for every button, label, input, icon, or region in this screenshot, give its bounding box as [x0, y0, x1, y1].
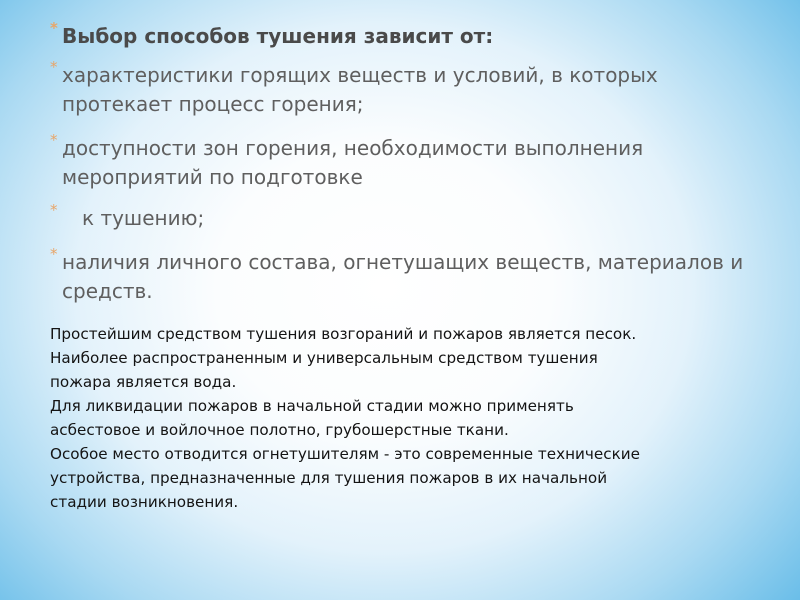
paragraph-line: асбестовое и войлочное полотно, грубошерстные ткани.	[50, 421, 509, 439]
bullet-star-icon: *	[50, 58, 58, 76]
bullet-star-icon: *	[50, 131, 58, 149]
bullet-item	[50, 245, 750, 306]
bullet-item	[50, 131, 750, 192]
paragraph-line: Особое место отводится огнетушителям - это современные технические	[50, 445, 640, 463]
bullet-heading	[50, 19, 750, 51]
bullet-item	[50, 58, 750, 119]
bullet-star-icon: *	[50, 201, 58, 219]
paragraph-line: устройства, предназначенные для тушения пожаров в их начальной	[50, 469, 608, 487]
heading-text: Выбор способов тушения зависит от:	[62, 24, 494, 48]
bullet-item	[50, 201, 750, 233]
bullet-text: к тушению;	[82, 206, 205, 230]
bullet-star-icon: *	[50, 19, 58, 37]
paragraph-line: Простейшим средством тушения возгораний и пожаров является песок.	[50, 325, 637, 343]
bullet-star-icon: *	[50, 245, 58, 263]
bullet-text: доступности зон горения, необходимости выполнения мероприятий по подготовке	[62, 136, 644, 189]
paragraph-line: пожара является вода.	[50, 373, 237, 391]
paragraph-line: Наиболее распространенным и универсальным средством тушения	[50, 349, 598, 367]
bullet-text: наличия личного состава, огнетушащих веществ, материалов и средств.	[62, 250, 744, 303]
paragraph-line: стадии возникновения.	[50, 493, 239, 511]
body-paragraph	[50, 322, 750, 514]
bullet-list	[50, 19, 750, 321]
bullet-text: характеристики горящих веществ и условий, в которых протекает процесс горения;	[62, 63, 658, 116]
paragraph-line: Для ликвидации пожаров в начальной стадии можно применять	[50, 397, 574, 415]
